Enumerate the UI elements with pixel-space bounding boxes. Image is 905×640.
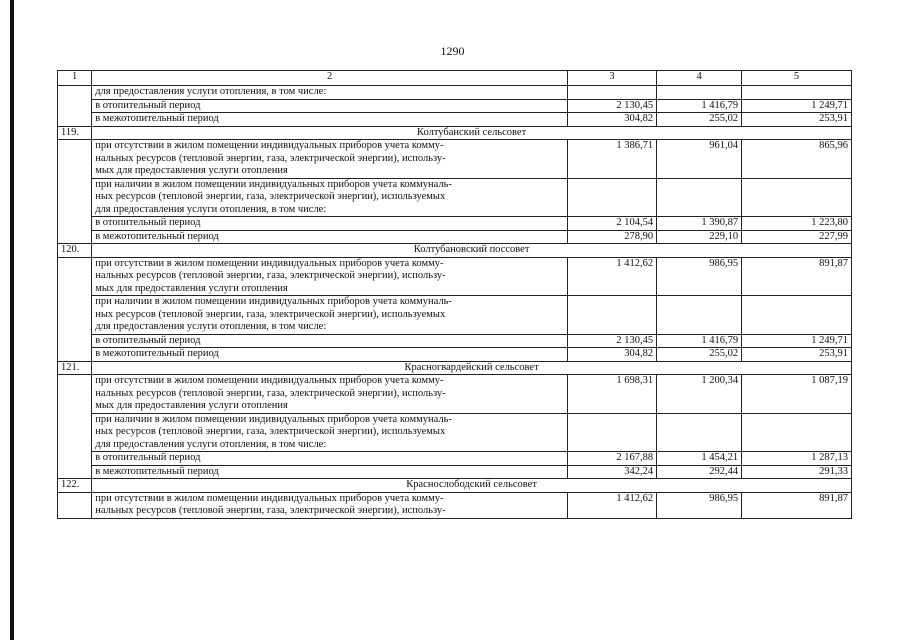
row-description xyxy=(92,375,568,414)
tariff-table xyxy=(57,70,852,519)
value-col-4: 986,95 xyxy=(657,257,742,296)
header-col-3: 3 xyxy=(567,71,656,86)
table-row xyxy=(58,217,852,231)
description-line: при наличии в жилом помещении индивидуальных приборов учета коммуналь- xyxy=(95,413,452,425)
value-col-4: 1 390,87 xyxy=(657,217,742,231)
header-col-2: 2 xyxy=(92,71,568,86)
description-line: ных ресурсов (тепловой энергии, газа, электрической энергии), используемых xyxy=(95,191,446,202)
value-col-3: 2 167,88 xyxy=(567,452,656,466)
value-col-3: 1 412,62 xyxy=(567,257,656,296)
table-row xyxy=(58,492,852,518)
table-header-row xyxy=(58,71,852,86)
row-description: в межотопительный период xyxy=(92,230,568,244)
row-number-cell xyxy=(58,86,92,127)
table-row xyxy=(58,413,852,452)
value-col-5: 253,91 xyxy=(742,113,852,127)
header-col-5: 5 xyxy=(742,71,852,86)
table-row xyxy=(58,113,852,127)
description-line: нальных ресурсов (тепловой энергии, газа, электрической энергии), использу- xyxy=(95,270,446,281)
row-description xyxy=(92,492,568,518)
description-line: при наличии в жилом помещении индивидуальных приборов учета коммуналь- xyxy=(95,296,452,307)
value-col-3: 342,24 xyxy=(567,465,656,479)
description-line: при отсутствии в жилом помещении индивидуальных приборов учета комму- xyxy=(95,257,444,269)
description-line: нальных ресурсов (тепловой энергии, газа, электрической энергии), использу- xyxy=(95,152,446,164)
page-number: 1290 xyxy=(440,44,465,58)
value-col-5: 291,33 xyxy=(742,465,852,479)
value-col-4: 961,04 xyxy=(657,140,742,179)
section-number: 121. xyxy=(58,361,92,375)
value-col-3: 2 130,45 xyxy=(567,99,656,113)
description-line: мых для предоставления услуги отопления xyxy=(95,400,288,411)
row-number-cell xyxy=(58,492,92,518)
row-description: для предоставления услуги отопления, в том числе: xyxy=(92,86,568,100)
section-title: Колтубановский поссовет xyxy=(92,244,852,258)
value-col-4: 986,95 xyxy=(657,492,742,518)
table-row xyxy=(58,452,852,466)
description-line: для предоставления услуги отопления, в том числе: xyxy=(95,321,327,332)
description-line: при наличии в жилом помещении индивидуальных приборов учета коммуналь- xyxy=(95,178,452,190)
value-col-5: 891,87 xyxy=(742,257,852,296)
section-number: 119. xyxy=(58,126,92,140)
table-row xyxy=(58,348,852,362)
row-description xyxy=(92,257,568,296)
table-row xyxy=(58,99,852,113)
section-number: 120. xyxy=(58,244,92,258)
row-description: в межотопительный период xyxy=(92,113,568,127)
value-col-4: 1 454,21 xyxy=(657,452,742,466)
value-col-3: 2 130,45 xyxy=(567,334,656,348)
scan-margin-bar xyxy=(10,0,14,640)
table-row xyxy=(58,375,852,414)
value-col-4: 1 416,79 xyxy=(657,99,742,113)
description-line: при отсутствии в жилом помещении индивидуальных приборов учета комму- xyxy=(95,375,444,386)
description-line: нальных ресурсов (тепловой энергии, газа, электрической энергии), использу- xyxy=(95,387,446,399)
section-title: Колтубанский сельсовет xyxy=(92,126,852,140)
description-line: для предоставления услуги отопления, в том числе: xyxy=(95,203,327,215)
value-col-5: 1 287,13 xyxy=(742,452,852,466)
section-header-row xyxy=(58,244,852,258)
row-number-cell xyxy=(58,140,92,244)
value-col-3: 2 104,54 xyxy=(567,217,656,231)
description-line: при отсутствии в жилом помещении индивидуальных приборов учета комму- xyxy=(95,140,444,151)
description-line: ных ресурсов (тепловой энергии, газа, электрической энергии), используемых xyxy=(95,308,446,320)
section-title: Краснослободский сельсовет xyxy=(92,479,852,493)
value-col-4: 1 416,79 xyxy=(657,334,742,348)
row-description xyxy=(92,413,568,452)
value-col-4: 1 200,34 xyxy=(657,375,742,414)
value-col-5: 1 249,71 xyxy=(742,334,852,348)
row-description: в межотопительный период xyxy=(92,465,568,479)
row-description xyxy=(92,140,568,179)
description-line: для предоставления услуги отопления, в том числе: xyxy=(95,438,327,450)
value-col-5: 891,87 xyxy=(742,492,852,518)
section-title: Красногвардейский сельсовет xyxy=(92,361,852,375)
row-number-cell xyxy=(58,257,92,361)
value-col-3: 1 412,62 xyxy=(567,492,656,518)
section-header-row xyxy=(58,126,852,140)
description-line: нальных ресурсов (тепловой энергии, газа, электрической энергии), использу- xyxy=(95,505,446,516)
row-description: в межотопительный период xyxy=(92,348,568,362)
description-line: ных ресурсов (тепловой энергии, газа, электрической энергии), используемых xyxy=(95,426,446,437)
value-col-4: 229,10 xyxy=(657,230,742,244)
value-col-5: 1 223,80 xyxy=(742,217,852,231)
value-col-4: 255,02 xyxy=(657,348,742,362)
value-col-3: 304,82 xyxy=(567,348,656,362)
table-row xyxy=(58,86,852,100)
value-col-3: 1 386,71 xyxy=(567,140,656,179)
value-col-3: 1 698,31 xyxy=(567,375,656,414)
value-col-5: 1 087,19 xyxy=(742,375,852,414)
value-col-3: 278,90 xyxy=(567,230,656,244)
section-number: 122. xyxy=(58,479,92,493)
table-row xyxy=(58,257,852,296)
value-col-5: 253,91 xyxy=(742,348,852,362)
row-description xyxy=(92,296,568,335)
description-line: мых для предоставления услуги отопления xyxy=(95,282,288,294)
value-col-4: 292,44 xyxy=(657,465,742,479)
row-description: в отопительный период xyxy=(92,217,568,231)
table-row xyxy=(58,465,852,479)
value-col-3: 304,82 xyxy=(567,113,656,127)
row-description xyxy=(92,178,568,217)
table-row xyxy=(58,178,852,217)
value-col-5: 1 249,71 xyxy=(742,99,852,113)
row-description: в отопительный период xyxy=(92,452,568,466)
row-number-cell xyxy=(58,375,92,479)
section-header-row xyxy=(58,361,852,375)
header-col-4: 4 xyxy=(657,71,742,86)
table-row xyxy=(58,334,852,348)
value-col-4: 255,02 xyxy=(657,113,742,127)
value-col-5: 865,96 xyxy=(742,140,852,179)
table-row xyxy=(58,140,852,179)
section-header-row xyxy=(58,479,852,493)
description-line: при отсутствии в жилом помещении индивидуальных приборов учета комму- xyxy=(95,492,444,504)
table-row xyxy=(58,230,852,244)
description-line: мых для предоставления услуги отопления xyxy=(95,165,288,176)
header-col-1: 1 xyxy=(58,71,92,86)
row-description: в отопительный период xyxy=(92,334,568,348)
value-col-5: 227,99 xyxy=(742,230,852,244)
row-description: в отопительный период xyxy=(92,99,568,113)
table-row xyxy=(58,296,852,335)
